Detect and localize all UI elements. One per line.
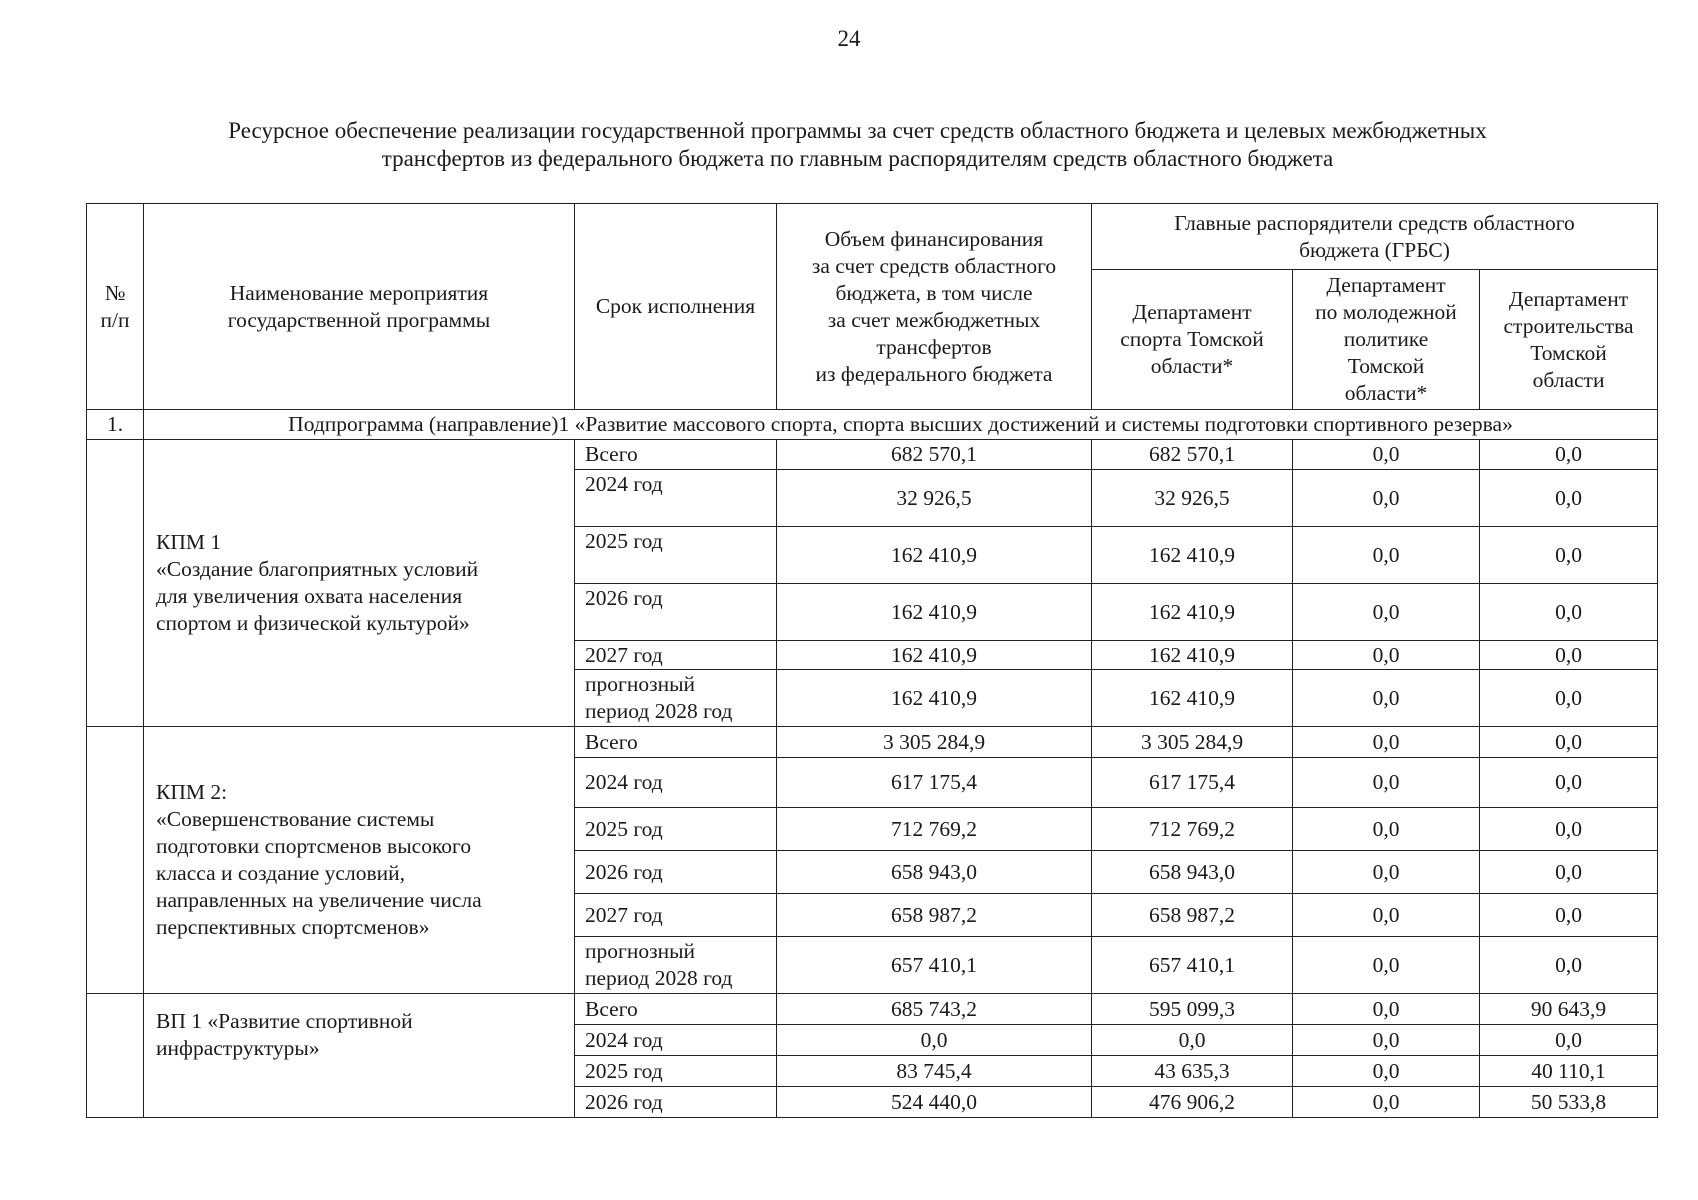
build-cell: 0,0 [1480,470,1658,527]
sport-cell: 658 987,2 [1092,894,1293,937]
build-cell: 0,0 [1480,758,1658,808]
volume-cell: 162 410,9 [777,584,1092,641]
volume-cell: 682 570,1 [777,440,1092,470]
table-row [87,994,1658,1025]
volume-cell: 524 440,0 [777,1087,1092,1118]
volume-cell: 658 987,2 [777,894,1092,937]
youth-cell: 0,0 [1293,727,1480,758]
sport-cell: 162 410,9 [1092,641,1293,670]
term-cell: 2026 год [575,1087,777,1118]
term-cell: 2025 год [575,527,777,584]
header-volume-line: за счет средств областного [811,253,1057,278]
header-dept-build-line: области [1532,367,1605,392]
header-volume-line: трансфертов [876,334,992,359]
sport-cell: 595 099,3 [1092,994,1293,1025]
sport-cell: 712 769,2 [1092,808,1293,851]
youth-cell: 0,0 [1293,470,1480,527]
term-cell: 2025 год [575,808,777,851]
volume-cell: 162 410,9 [777,527,1092,584]
youth-cell: 0,0 [1293,851,1480,894]
header-dept-sport-line: области* [1150,354,1234,378]
header-dept-youth-line: политике [1343,327,1429,351]
header-num [87,204,144,410]
sport-cell: 3 305 284,9 [1092,727,1293,758]
header-volume-line: из федерального бюджета [815,361,1053,386]
subprogram-title: Подпрограмма (направление)1 «Развитие массового спорта, спорта высших достижений и системы подготовки спортивного резерва» [144,410,1658,440]
youth-cell: 0,0 [1293,527,1480,584]
build-cell: 0,0 [1480,808,1658,851]
volume-cell: 617 175,4 [777,758,1092,808]
row-num [87,440,144,727]
activity-name-line: перспективных спортсменов» [156,915,430,939]
activity-name [144,727,575,994]
build-cell: 40 110,1 [1480,1056,1658,1087]
row-num [87,727,144,994]
volume-cell: 657 410,1 [777,937,1092,994]
header-name [144,204,575,410]
build-cell: 0,0 [1480,641,1658,670]
activity-name [144,994,575,1118]
header-dept-youth [1293,270,1480,410]
budget-table [86,203,1658,1118]
activity-name-line: для увеличения охвата населения [156,584,463,608]
sport-cell: 476 906,2 [1092,1087,1293,1118]
activity-name-line: «Совершенствование системы [156,807,435,831]
term-cell: 2024 год [575,470,777,527]
sport-cell: 162 410,9 [1092,527,1293,584]
document-title [120,117,1595,173]
build-cell: 0,0 [1480,727,1658,758]
build-cell: 0,0 [1480,584,1658,641]
build-cell: 50 533,8 [1480,1087,1658,1118]
term-line: период 2028 год [585,699,733,723]
youth-cell: 0,0 [1293,584,1480,641]
volume-cell: 3 305 284,9 [777,727,1092,758]
header-volume-line: бюджета, в том числе [835,280,1033,305]
header-volume [777,204,1092,410]
volume-cell: 685 743,2 [777,994,1092,1025]
volume-cell: 0,0 [777,1025,1092,1056]
volume-cell: 658 943,0 [777,851,1092,894]
header-dept-youth-line: по молодежной [1315,300,1457,324]
term-line: период 2028 год [585,966,733,990]
activity-name-line: «Создание благоприятных условий [156,557,479,581]
activity-name-line: спортом и физической культурой» [156,611,470,635]
youth-cell: 0,0 [1293,994,1480,1025]
subprogram-num: 1. [87,410,144,440]
youth-cell: 0,0 [1293,894,1480,937]
youth-cell: 0,0 [1293,937,1480,994]
header-num-line: № [104,280,126,305]
sport-cell: 657 410,1 [1092,937,1293,994]
term-cell: 2027 год [575,641,777,670]
volume-cell: 32 926,5 [777,470,1092,527]
header-volume-line: за счет межбюджетных [827,307,1041,332]
volume-cell: 162 410,9 [777,641,1092,670]
header-dept-sport [1092,270,1293,410]
build-cell: 0,0 [1480,937,1658,994]
sport-cell: 162 410,9 [1092,584,1293,641]
header-grbs-line: бюджета (ГРБС) [1299,237,1450,262]
build-cell: 0,0 [1480,440,1658,470]
build-cell: 0,0 [1480,1025,1658,1056]
build-cell: 0,0 [1480,894,1658,937]
youth-cell: 0,0 [1293,1087,1480,1118]
youth-cell: 0,0 [1293,758,1480,808]
activity-name-line: подготовки спортсменов высокого [156,834,472,858]
header-dept-youth-line: области* [1344,381,1428,405]
youth-cell: 0,0 [1293,808,1480,851]
youth-cell: 0,0 [1293,1025,1480,1056]
term-cell: Всего [575,727,777,758]
header-dept-build-line: строительства [1503,313,1634,338]
header-grbs [1092,204,1658,270]
term-cell: 2027 год [575,894,777,937]
activity-name [144,440,575,727]
volume-cell: 83 745,4 [777,1056,1092,1087]
term-cell [575,670,777,727]
header-dept-sport-line: спорта Томской [1120,327,1264,351]
term-cell: 2024 год [575,758,777,808]
activity-name-line: направленных на увеличение числа [156,888,482,912]
header-dept-build [1480,270,1658,410]
sport-cell: 43 635,3 [1092,1056,1293,1087]
sport-cell: 0,0 [1092,1025,1293,1056]
table-row [87,440,1658,470]
sport-cell: 658 943,0 [1092,851,1293,894]
term-cell: 2025 год [575,1056,777,1087]
term-cell [575,937,777,994]
title-line-1: Ресурсное обеспечение реализации государственной программы за счет средств областного бюджета и целевых межбюджетных [228,118,1487,143]
youth-cell: 0,0 [1293,440,1480,470]
volume-cell: 712 769,2 [777,808,1092,851]
header-term: Срок исполнения [575,204,777,410]
header-dept-youth-line: Департамент [1326,273,1446,297]
sport-cell: 617 175,4 [1092,758,1293,808]
sport-cell: 682 570,1 [1092,440,1293,470]
activity-name-line: КПМ 2: [156,780,228,804]
header-num-line: п/п [100,307,130,332]
header-grbs-line: Главные распорядители средств областного [1174,210,1575,235]
header-row-1 [87,204,1658,270]
page-number: 24 [837,26,861,51]
term-line: прогнозный [585,672,696,696]
youth-cell: 0,0 [1293,670,1480,727]
activity-name-line: инфраструктуры» [156,1036,320,1060]
table-row [87,727,1658,758]
header-dept-youth-line: Томской [1347,354,1425,378]
header-dept-build-line: Департамент [1508,286,1629,311]
activity-name-line: класса и создание условий, [156,861,405,885]
term-cell: Всего [575,440,777,470]
header-dept-build-line: Томской [1530,340,1607,365]
term-cell: 2026 год [575,584,777,641]
sport-cell: 32 926,5 [1092,470,1293,527]
build-cell: 0,0 [1480,851,1658,894]
activity-name-line: КПМ 1 [156,530,222,554]
build-cell: 0,0 [1480,670,1658,727]
title-line-2: трансфертов из федерального бюджета по главным распорядителям средств областного бюджета [381,146,1334,171]
sport-cell: 162 410,9 [1092,670,1293,727]
youth-cell: 0,0 [1293,1056,1480,1087]
header-name-line: Наименование мероприятия [229,280,489,305]
build-cell: 90 643,9 [1480,994,1658,1025]
header-dept-sport-line: Департамент [1132,300,1252,324]
subprogram-row [87,410,1658,440]
term-cell: Всего [575,994,777,1025]
volume-cell: 162 410,9 [777,670,1092,727]
header-name-line: государственной программы [227,307,491,332]
header-volume-line: Объем финансирования [824,226,1044,251]
row-num [87,994,144,1118]
term-cell: 2026 год [575,851,777,894]
term-line: прогнозный [585,939,696,963]
term-cell: 2024 год [575,1025,777,1056]
activity-name-line: ВП 1 «Развитие спортивной [156,1009,413,1033]
youth-cell: 0,0 [1293,641,1480,670]
build-cell: 0,0 [1480,527,1658,584]
